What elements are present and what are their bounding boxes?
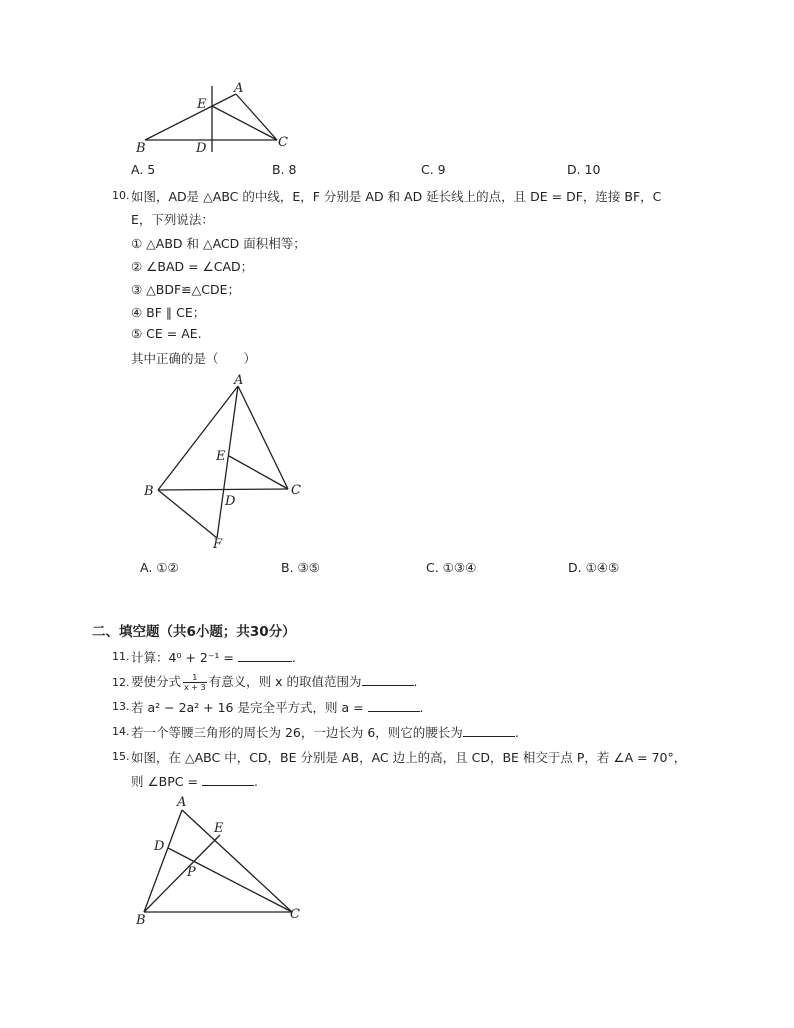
q10-label-d: D	[225, 494, 236, 509]
q10-figure	[140, 372, 310, 552]
q9-option-a[interactable]: A. 5	[131, 162, 156, 177]
q9-figure	[130, 78, 300, 156]
q15-label-e: E	[214, 821, 224, 836]
q10-stem-line2: E，下列说法：	[131, 212, 214, 227]
q9-segment-ec	[212, 106, 277, 140]
q10-option-c[interactable]: C. ①③④	[426, 560, 477, 575]
q10-statement-2: ② ∠BAD = ∠CAD；	[131, 259, 254, 274]
q9-label-e: E	[197, 97, 207, 112]
q10-number: 10.	[112, 189, 130, 202]
q10-label-e: E	[216, 449, 226, 464]
q15-end: .	[253, 774, 258, 789]
q9-label-c: C	[278, 135, 288, 150]
q10-statement-5: ⑤ CE = AE.	[131, 326, 202, 341]
q11-line	[131, 648, 296, 666]
q10-label-a: A	[234, 373, 244, 388]
q15-segment-ab	[144, 810, 182, 912]
q12-end: .	[413, 674, 418, 689]
q14-number: 14.	[112, 725, 130, 738]
q13-text: 若 a² − 2a² + 16 是完全平方式，则 a =	[131, 700, 368, 715]
q11-end: .	[291, 650, 296, 665]
q13-answer-blank[interactable]	[368, 699, 420, 712]
q15-label-c: C	[290, 907, 300, 922]
q13-end: .	[419, 700, 424, 715]
q10-option-d[interactable]: D. ①④⑤	[568, 560, 620, 575]
q10-label-c: C	[291, 483, 301, 498]
q15-line1: 如图，在 △ABC 中，CD，BE 分别是 AB，AC 边上的高，且 CD，BE 相交于点 P，若 ∠A = 70°，	[131, 750, 687, 765]
q10-segment-ec	[229, 456, 288, 489]
q12-number: 12.	[112, 676, 130, 689]
q11-answer-blank[interactable]	[238, 649, 292, 662]
q13-line	[131, 698, 424, 716]
q10-option-b[interactable]: B. ③⑤	[281, 560, 320, 575]
q9-segment-ba	[145, 94, 236, 140]
q12-frac-den: x + 3	[184, 683, 206, 692]
q10-stem-line1: 如图，AD是 △ABC 的中线，E，F 分别是 AD 和 AD 延长线上的点，且 DE = DF，连接 BF，C	[131, 189, 662, 204]
q10-label-f: F	[213, 537, 223, 552]
q9-option-c[interactable]: C. 9	[421, 162, 446, 177]
q12-line	[131, 672, 417, 692]
q15-number: 15.	[112, 750, 130, 763]
q15-label-a: A	[177, 795, 187, 810]
q14-text: 若一个等腰三角形的周长为 26，一边长为 6，则它的腰长为	[131, 725, 463, 740]
q10-label-b: B	[144, 484, 154, 499]
q14-end: .	[514, 725, 519, 740]
q10-statement-3: ③ △BDF≌△CDE；	[131, 282, 241, 297]
q10-segment-bf	[158, 490, 217, 538]
q10-question: 其中正确的是（ ）	[131, 351, 257, 366]
q12-fraction	[183, 673, 207, 692]
q9-option-b[interactable]: B. 8	[272, 162, 297, 177]
q15-label-b: B	[136, 913, 146, 928]
q11-number: 11.	[112, 650, 130, 663]
section-title: 二、填空题（共6小题；共30分）	[92, 624, 296, 640]
q15-figure	[130, 792, 310, 928]
q9-option-d[interactable]: D. 10	[567, 162, 601, 177]
q10-statement-4: ④ BF ∥ CE；	[131, 305, 206, 320]
q15-segment-ac	[182, 810, 292, 912]
q13-number: 13.	[112, 700, 130, 713]
q12-prefix: 要使分式	[131, 674, 182, 689]
q15-label-d: D	[154, 839, 165, 854]
q10-option-a[interactable]: A. ①②	[140, 560, 179, 575]
q10-statement-1: ① △ABD 和 △ACD 面积相等；	[131, 236, 306, 251]
q15-label-p: P	[187, 865, 196, 880]
q10-segment-ac	[238, 386, 288, 489]
q12-answer-blank[interactable]	[362, 673, 414, 686]
q15-answer-blank[interactable]	[202, 773, 254, 786]
q9-segment-ac	[236, 94, 277, 140]
q9-label-b: B	[136, 141, 146, 156]
q12-frac-num: 1	[183, 673, 207, 683]
q14-answer-blank[interactable]	[463, 724, 515, 737]
q14-line	[131, 723, 519, 741]
q12-suffix: 有意义，则 x 的取值范围为	[208, 674, 362, 689]
q11-text: 计算：4⁰ + 2⁻¹ =	[131, 650, 238, 665]
q15-text: 则 ∠BPC =	[131, 774, 202, 789]
q15-line2	[131, 772, 258, 790]
q9-label-a: A	[234, 81, 244, 96]
q9-label-d: D	[196, 141, 207, 156]
q15-altitude-cd	[168, 848, 292, 912]
